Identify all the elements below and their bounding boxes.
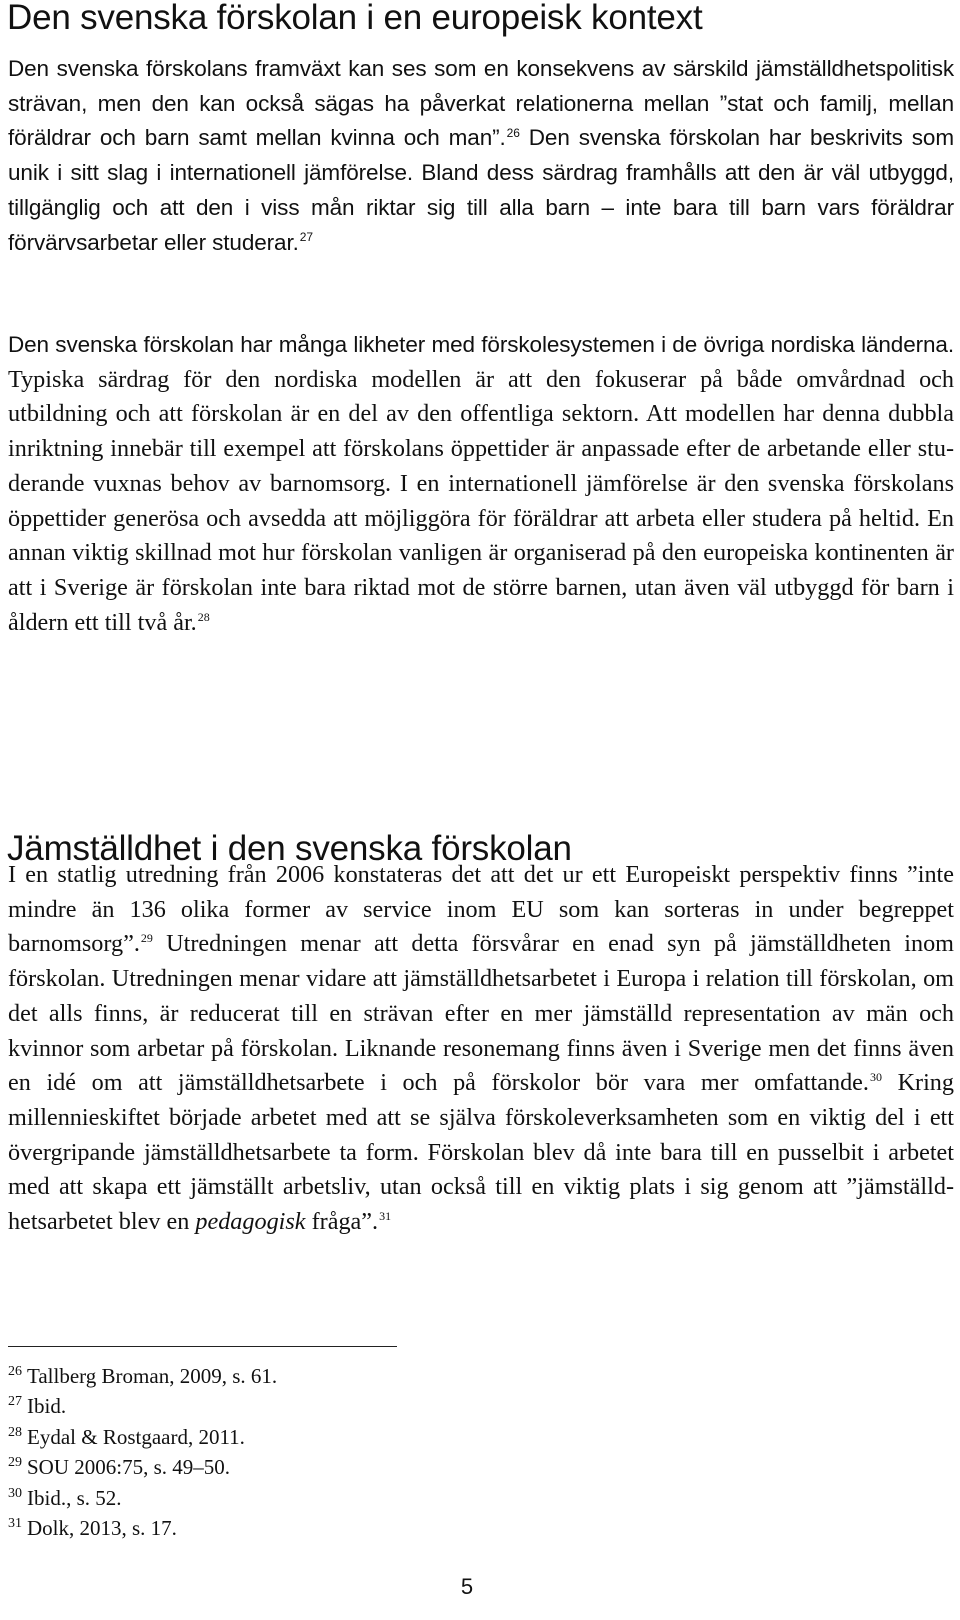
footnote-item [8, 1452, 277, 1482]
footnote-text: Ibid., s. 52. [27, 1485, 122, 1510]
paragraph-text: I en statlig utredning från 2006 konstateras det att det ur ett Europeiskt perspektiv finns ”inte mindre än 136 olika former av service inom EU som kan sorteras in under begreppet barnomsorg”. [8, 861, 954, 958]
footnote-item [8, 1361, 277, 1391]
paragraph-equality [8, 858, 954, 1240]
footnote-ref-31[interactable]: 31 [379, 1208, 392, 1223]
page-number: 5 [460, 1574, 474, 1599]
footnote-text: Tallberg Broman, 2009, s. 61. [27, 1364, 278, 1388]
footnote-text: Ibid. [27, 1394, 67, 1419]
footnote-ref-30[interactable]: 30 [869, 1070, 882, 1085]
footnote-ref-29[interactable]: 29 [140, 931, 153, 946]
footnote-ref-28[interactable]: 28 [197, 609, 210, 624]
footnote-item [8, 1483, 277, 1513]
footnote-text: Eydal & Rostgaard, 2011. [27, 1424, 245, 1449]
paragraph-text: Typiska särdrag för den nordiska modellen är att den fokuserar på både omvårdnad och utbildning och att förskolan är en del av den offentliga sektorn. Att modellen har denna dubbla inriktning innebär till exempel att förskolans öppettider är anpassade efter de arbetande eller studerande vuxnas behov av barnomsorg. I en internationell jämförelse är den svenska förskolans öppettider generösa och avsedda att möjliggöra för föräldrar att arbeta eller studera på heltid. En annan viktig skillnad mot hur förskolan vanligen är organiserad på den europeiska kontinenten är att i Sverige är förskolan inte bara riktad mot de större barnen, utan även väl utbyggd för barn i åldern ett till två år. [8, 365, 954, 636]
paragraph-intro [8, 52, 954, 260]
paragraph-text: fråga”. [305, 1208, 379, 1236]
footnote-text: SOU 2006:75, s. 49–50. [27, 1455, 231, 1480]
footnote-text: Dolk, 2013, s. 17. [27, 1516, 177, 1541]
paragraph-text: Den svenska förskolan har många likheter med förskolesystemen i de övriga nordiska länderna. [8, 332, 954, 357]
footnote-list [8, 1361, 277, 1543]
paragraph-text: Den svenska förskolan har beskrivits som unik i sitt slag i internationell jämförelse. Bland dess särdrag framhålls att den är väl utbyggd, tillgänglig och att den i viss mån riktar sig till alla barn – inte bara till barn vars föräldrar förvärvsarbetar eller studerar. [8, 125, 954, 255]
footnote-number: 30 [8, 1485, 22, 1501]
footnote-number: 27 [8, 1394, 22, 1410]
section-heading-europe: Den svenska förskolan i en europeisk kontext [7, 0, 703, 37]
section-heading-equality: Jämställdhet i den svenska förskolan [7, 829, 572, 868]
paragraph-nordic [8, 328, 954, 640]
paragraph-text: Den svenska förskolans framväxt kan ses som en konsekvens av särskild jämställdhetspolitisk strävan, men den kan också sägas ha påverkat relationerna mellan ”stat och familj, mellan föräldrar och barn samt mellan kvinna och man”. [8, 56, 954, 151]
footnote-item [8, 1391, 277, 1421]
footnote-ref-27[interactable]: 27 [299, 230, 313, 245]
footnote-item [8, 1513, 277, 1543]
footnote-divider [8, 1346, 397, 1347]
footnote-ref-26[interactable]: 26 [506, 125, 520, 140]
paragraph-text: Utredningen menar att detta försvårar en enad syn på jämställdheten inom förskolan. Utredningen menar vidare att jämställdhetsarbetet i Europa i relation till förskolan, om det alls finns, är reducerat till en strävan efter en mer jämställd representation av män och kvinnor som arbetar på förskolan. Liknande resonemang finns även i Sverige men det finns även en idé om att jämställdhetsarbete i och på förskolor bör vara mer omfattande. [8, 930, 954, 1097]
footnote-number: 28 [8, 1424, 22, 1440]
footnote-item [8, 1422, 277, 1452]
footnote-number: 31 [8, 1516, 22, 1532]
paragraph-text: Kring millennieskiftet började arbetet med att se själva förskoleverksamheten som en viktig del i ett övergripande jämställdhetsarbete ta form. Förskolan blev då inte bara till en pusselbit i arbetet med att skapa ett jämställt arbetsliv, utan också till en viktig plats i sig genom att ”jämställdhetsarbetet blev en [8, 1069, 954, 1236]
footnote-number: 26 [8, 1364, 22, 1379]
italic-term: pedagogisk [195, 1208, 306, 1236]
footnote-number: 29 [8, 1455, 22, 1471]
